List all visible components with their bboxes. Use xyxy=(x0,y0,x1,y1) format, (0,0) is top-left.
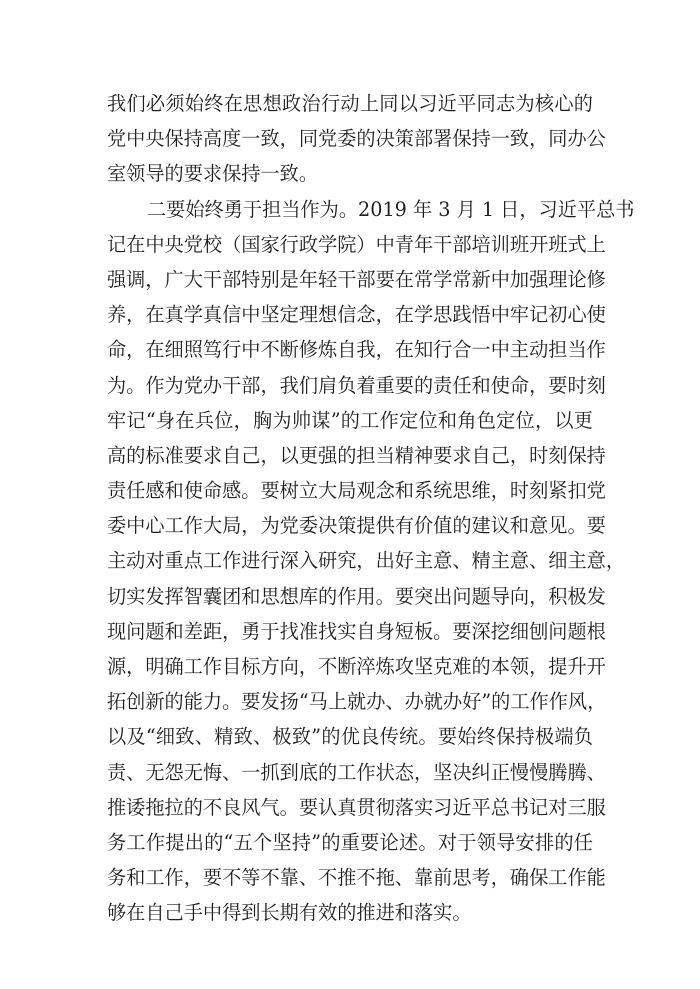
text-line: 务和工作，要不等不靠、不推不拖、靠前思考，确保工作能 xyxy=(107,866,606,890)
text-line: 够在自己手中得到长期有效的推进和落实。 xyxy=(107,901,472,925)
text-line: 拓创新的能力。要发扬“马上就办、办就办好”的工作作风， xyxy=(107,690,607,714)
text-line: 二要始终勇于担当作为。2019 年 3 月 1 日，习近平总书 xyxy=(147,197,635,221)
text-line: 为。作为党办干部，我们肩负着重要的责任和使命，要时刻 xyxy=(107,373,606,397)
text-line: 现问题和差距，勇于找准找实自身短板。要深挖细刨问题根 xyxy=(107,619,606,643)
text-line: 党中央保持高度一致，同党委的决策部署保持一致，同办公 xyxy=(107,127,606,151)
text-line: 记在中央党校（国家行政学院）中青年干部培训班开班式上 xyxy=(107,232,606,256)
text-line: 高的标准要求自己，以更强的担当精神要求自己，时刻保持 xyxy=(107,443,606,467)
text-line: 以及“细致、精致、极致”的优良传统。要始终保持极端负 xyxy=(107,725,593,749)
text-line: 牢记“身在兵位，胸为帅谋”的工作定位和角色定位，以更 xyxy=(107,408,593,432)
text-line: 责、无怨无悔、一抓到底的工作状态，坚决纠正慢慢腾腾、 xyxy=(107,760,606,784)
text-line: 养，在真学真信中坚定理想信念，在学思践悟中牢记初心使 xyxy=(107,303,606,327)
document-page xyxy=(107,86,635,931)
text-line: 室领导的要求保持一致。 xyxy=(107,162,319,186)
text-line: 推诿拖拉的不良风气。要认真贯彻落实习近平总书记对三服 xyxy=(107,795,606,819)
paragraph-2 xyxy=(107,192,635,931)
text-line: 切实发挥智囊团和思想库的作用。要突出问题导向，积极发 xyxy=(107,584,606,608)
text-line: 源，明确工作目标方向，不断淬炼攻坚克难的本领，提升开 xyxy=(107,655,606,678)
text-line: 委中心工作大局，为党委决策提供有价值的建议和意见。要 xyxy=(107,514,606,538)
text-line: 命，在细照笃行中不断修炼自我，在知行合一中主动担当作 xyxy=(107,338,606,362)
text-line: 我们必须始终在思想政治行动上同以习近平同志为核心的 xyxy=(107,92,593,115)
text-line: 强调，广大干部特别是年轻干部要在常学常新中加强理论修 xyxy=(107,267,606,291)
paragraph-1 xyxy=(107,86,606,192)
text-line: 主动对重点工作进行深入研究，出好主意、精主意、细主意， xyxy=(107,549,626,573)
text-line: 责任感和使命感。要树立大局观念和系统思维，时刻紧扣党 xyxy=(107,479,606,503)
text-line: 务工作提出的“五个坚持”的重要论述。对于领导安排的任 xyxy=(107,830,593,854)
